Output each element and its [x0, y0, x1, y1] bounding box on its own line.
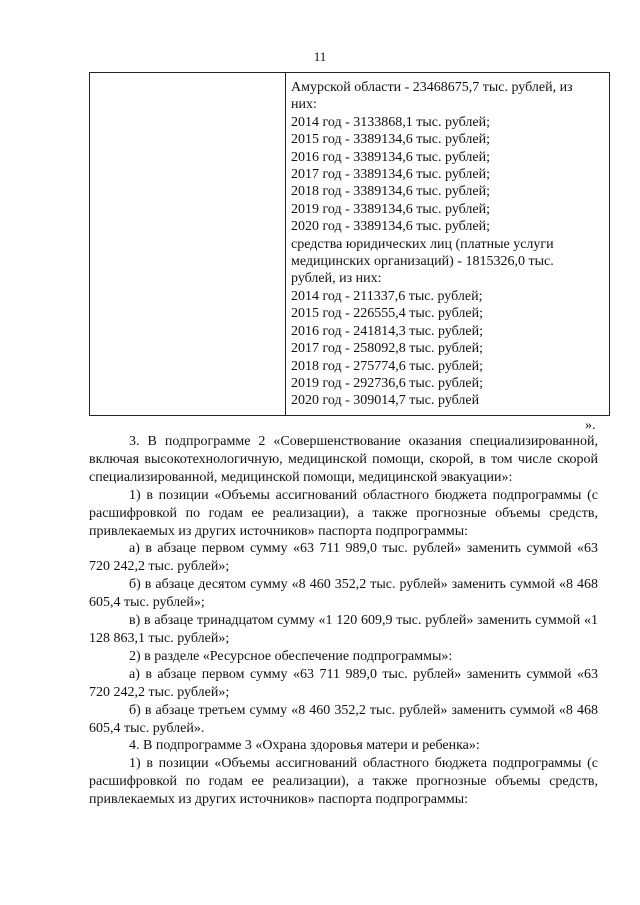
paragraph: 1) в позиции «Объемы ассигнований областного бюджета подпрограммы (с расшифровкой по годам ее реализации), а также прогнозные объемы средств, привлекаемых из других источников» паспорта подпрограммы:	[89, 487, 598, 539]
paragraph: а) в абзаце первом сумму «63 711 989,0 тыс. рублей» заменить суммой «63 720 242,2 тыс. рублей»;	[89, 666, 598, 700]
paragraph: 1) в позиции «Объемы ассигнований областного бюджета подпрограммы (с расшифровкой по годам ее реализации), а также прогнозные объемы средств, привлекаемых из других источников» паспорта подпрограммы:	[89, 756, 598, 808]
table-line: 2017 год - 258092,8 тыс. рублей;	[291, 341, 484, 357]
funding-table	[89, 72, 610, 416]
funding-table-cell	[291, 79, 603, 410]
table-line: 2018 год - 3389134,6 тыс. рублей;	[291, 184, 491, 200]
table-line: 2014 год - 211337,6 тыс. рублей;	[291, 288, 483, 304]
paragraph: 3. В подпрограмме 2 «Совершенствование оказания специализированной, включая высокотехнологичную, медицинской помощи, скорой, в том числе скорой специализированной, медицинской помощи, медицинской эвакуации»:	[89, 434, 598, 485]
closing-quote: ».	[585, 418, 596, 433]
table-line: 2018 год - 275774,6 тыс. рублей;	[291, 358, 484, 374]
paragraph: 4. В подпрограмме 3 «Охрана здоровья матери и ребенка»:	[129, 738, 480, 754]
table-line: средства юридических лиц (платные услуги	[291, 236, 554, 252]
table-line: 2015 год - 226555,4 тыс. рублей;	[291, 306, 484, 322]
paragraph: 2) в разделе «Ресурсное обеспечение подпрограммы»:	[129, 648, 453, 664]
table-line: 2016 год - 241814,3 тыс. рублей;	[291, 323, 484, 339]
table-line: 2020 год - 309014,7 тыс. рублей	[291, 393, 480, 409]
table-line: рублей, из них:	[291, 271, 382, 287]
paragraph: б) в абзаце десятом сумму «8 460 352,2 тыс. рублей» заменить суммой «8 468 605,4 тыс. рублей»;	[89, 577, 598, 611]
table-line: 2020 год - 3389134,6 тыс. рублей;	[291, 219, 491, 235]
table-line: 2015 год - 3389134,6 тыс. рублей;	[291, 132, 491, 148]
document-body	[89, 433, 598, 809]
paragraph: а) в абзаце первом сумму «63 711 989,0 тыс. рублей» заменить суммой «63 720 242,2 тыс. рублей»;	[89, 541, 598, 575]
table-line: 2017 год - 3389134,6 тыс. рублей;	[291, 167, 491, 183]
paragraph: в) в абзаце тринадцатом сумму «1 120 609,9 тыс. рублей» заменить суммой «1 128 863,1 тыс. рублей»;	[89, 613, 598, 646]
table-line: 2016 год - 3389134,6 тыс. рублей;	[291, 149, 491, 165]
table-line: них:	[291, 97, 317, 113]
table-column-divider	[285, 73, 286, 415]
table-line: медицинских организаций) - 1815326,0 тыс.	[291, 254, 554, 270]
table-line: 2014 год - 3133868,1 тыс. рублей;	[291, 114, 491, 130]
page-number: 11	[313, 49, 327, 64]
table-line: 2019 год - 3389134,6 тыс. рублей;	[291, 201, 491, 217]
table-line: Амурской области - 23468675,7 тыс. рублей, из	[291, 80, 573, 95]
paragraph: б) в абзаце третьем сумму «8 460 352,2 тыс. рублей» заменить суммой «8 468 605,4 тыс. рублей».	[89, 702, 598, 736]
table-line: 2019 год - 292736,6 тыс. рублей;	[291, 375, 484, 391]
